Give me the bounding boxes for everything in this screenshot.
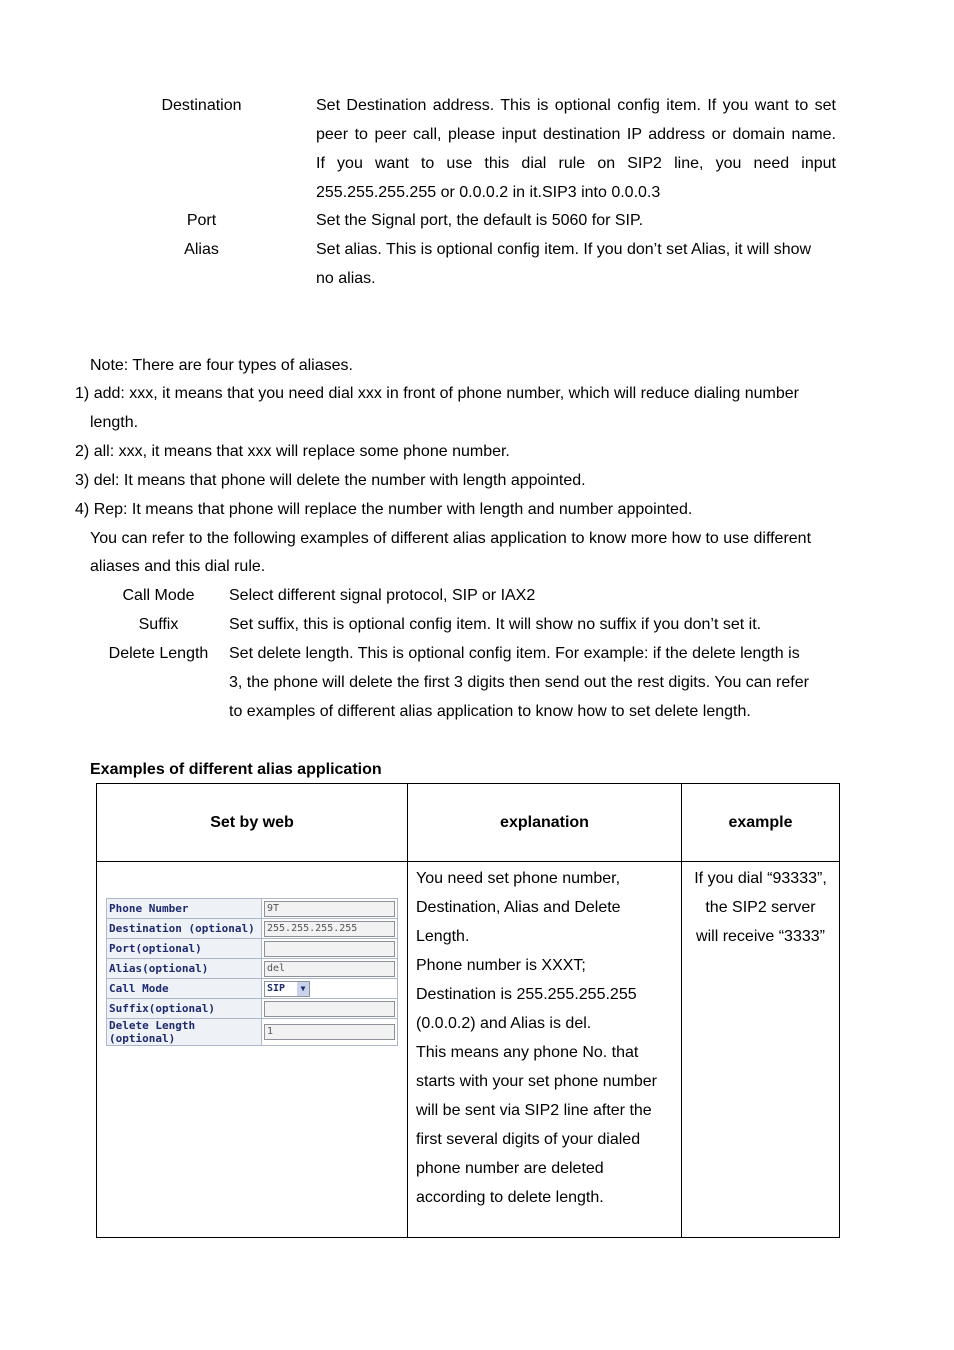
desc-delete-length <box>229 639 809 726</box>
suffix-input[interactable] <box>264 1001 395 1017</box>
list-text: Rep: It means that phone will replace the number with length and number appointed. <box>93 501 693 518</box>
explanation-line: according to delete length. <box>416 1189 604 1206</box>
list-number: 1) <box>75 385 90 402</box>
note-item-1-cont: length. <box>90 414 139 431</box>
form-row-call-mode <box>107 979 398 999</box>
desc-line: no alias. <box>316 270 376 287</box>
label-delete-length: Delete Length <box>108 645 209 662</box>
list-number: 2) <box>75 443 90 460</box>
desc-line: 3, the phone will delete the first 3 digits then send out the rest digits. You can refer <box>229 674 809 691</box>
desc-line: to examples of different alias application to know how to set delete length. <box>229 703 751 720</box>
form-row-suffix <box>107 999 398 1019</box>
note-item-2 <box>75 437 510 466</box>
form-label: Call Mode <box>107 979 262 999</box>
phone-number-input[interactable]: 9T <box>264 901 395 917</box>
explanation-line: first several digits of your dialed <box>416 1131 641 1148</box>
desc-port: Set the Signal port, the default is 5060 for SIP. <box>316 212 644 229</box>
form-label: Phone Number <box>107 899 262 919</box>
desc-line: If you want to use this dial rule on SIP2 line, you need input <box>316 155 836 172</box>
form-label: Suffix(optional) <box>107 999 262 1019</box>
header-example: example <box>682 784 840 862</box>
explanation-line: phone number are deleted <box>416 1160 604 1177</box>
note-refer-line-1: You can refer to the following examples of different alias application to know more how to use different <box>90 530 812 547</box>
port-input[interactable] <box>264 941 395 957</box>
explanation-line: This means any phone No. that <box>416 1044 639 1061</box>
label-call-mode: Call Mode <box>122 587 195 604</box>
explanation-line: starts with your set phone number <box>416 1073 658 1090</box>
desc-line: Set delete length. This is optional config item. For example: if the delete length is <box>229 645 800 662</box>
explanation-line: Phone number is XXXT; <box>416 957 586 974</box>
explanation-line: Destination is 255.255.255.255 <box>416 986 637 1003</box>
form-row-destination <box>107 919 398 939</box>
example-line: will receive “3333” <box>696 928 825 945</box>
note-intro: Note: There are four types of aliases. <box>90 357 353 374</box>
explanation-line: You need set phone number, <box>416 870 621 887</box>
form-row-alias <box>107 959 398 979</box>
list-text: all: xxx, it means that xxx will replace some phone number. <box>93 443 510 460</box>
examples-title: Examples of different alias application <box>90 761 382 778</box>
web-form-screenshot <box>106 898 398 1046</box>
call-mode-value: SIP <box>267 982 286 994</box>
list-text: add: xxx, it means that you need dial xxx in front of phone number, which will reduce dialing number <box>93 385 799 402</box>
form-label: Port(optional) <box>107 939 262 959</box>
desc-alias <box>316 235 841 293</box>
header-explanation: explanation <box>408 784 682 862</box>
example-line: If you dial “93333”, <box>694 870 827 887</box>
example-line: the SIP2 server <box>705 899 816 916</box>
list-number: 4) <box>75 501 90 518</box>
form-row-phone-number <box>107 899 398 919</box>
explanation-line: will be sent via SIP2 line after the <box>416 1102 652 1119</box>
desc-line: peer to peer call, please input destination IP address or domain name. <box>316 126 836 143</box>
label-destination: Destination <box>161 97 242 114</box>
delete-length-input[interactable]: 1 <box>264 1024 395 1040</box>
chevron-down-icon[interactable]: ▼ <box>297 982 309 996</box>
explanation-line: Length. <box>416 928 470 945</box>
cell-example <box>682 862 840 1238</box>
call-mode-select[interactable] <box>264 981 310 997</box>
desc-call-mode: Select different signal protocol, SIP or IAX2 <box>229 587 536 604</box>
note-item-3 <box>75 466 586 495</box>
list-number: 3) <box>75 472 90 489</box>
desc-destination <box>316 91 836 207</box>
form-label: Destination (optional) <box>107 919 262 939</box>
note-item-4 <box>75 495 692 524</box>
list-text: del: It means that phone will delete the number with length appointed. <box>93 472 586 489</box>
form-label: Delete Length (optional) <box>107 1019 262 1046</box>
desc-line: Set Destination address. This is optional config item. If you want to set <box>316 97 836 114</box>
header-set-by-web: Set by web <box>97 784 408 862</box>
form-label: Alias(optional) <box>107 959 262 979</box>
form-row-delete-length <box>107 1019 398 1046</box>
note-refer-line-2: aliases and this dial rule. <box>90 558 266 575</box>
label-alias: Alias <box>184 241 219 258</box>
note-item-1 <box>75 379 799 408</box>
explanation-line: Destination, Alias and Delete <box>416 899 621 916</box>
explanation-line: (0.0.0.2) and Alias is del. <box>416 1015 592 1032</box>
form-row-port <box>107 939 398 959</box>
desc-line: Set alias. This is optional config item. If you don’t set Alias, it will show <box>316 241 812 258</box>
label-port: Port <box>186 212 217 229</box>
destination-input[interactable]: 255.255.255.255 <box>264 921 395 937</box>
alias-input[interactable]: del <box>264 961 395 977</box>
desc-line: 255.255.255.255 or 0.0.0.2 in it.SIP3 into 0.0.0.3 <box>316 184 661 201</box>
label-suffix: Suffix <box>138 616 179 633</box>
cell-explanation <box>408 862 682 1238</box>
desc-suffix: Set suffix, this is optional config item. It will show no suffix if you don’t set it. <box>229 616 762 633</box>
